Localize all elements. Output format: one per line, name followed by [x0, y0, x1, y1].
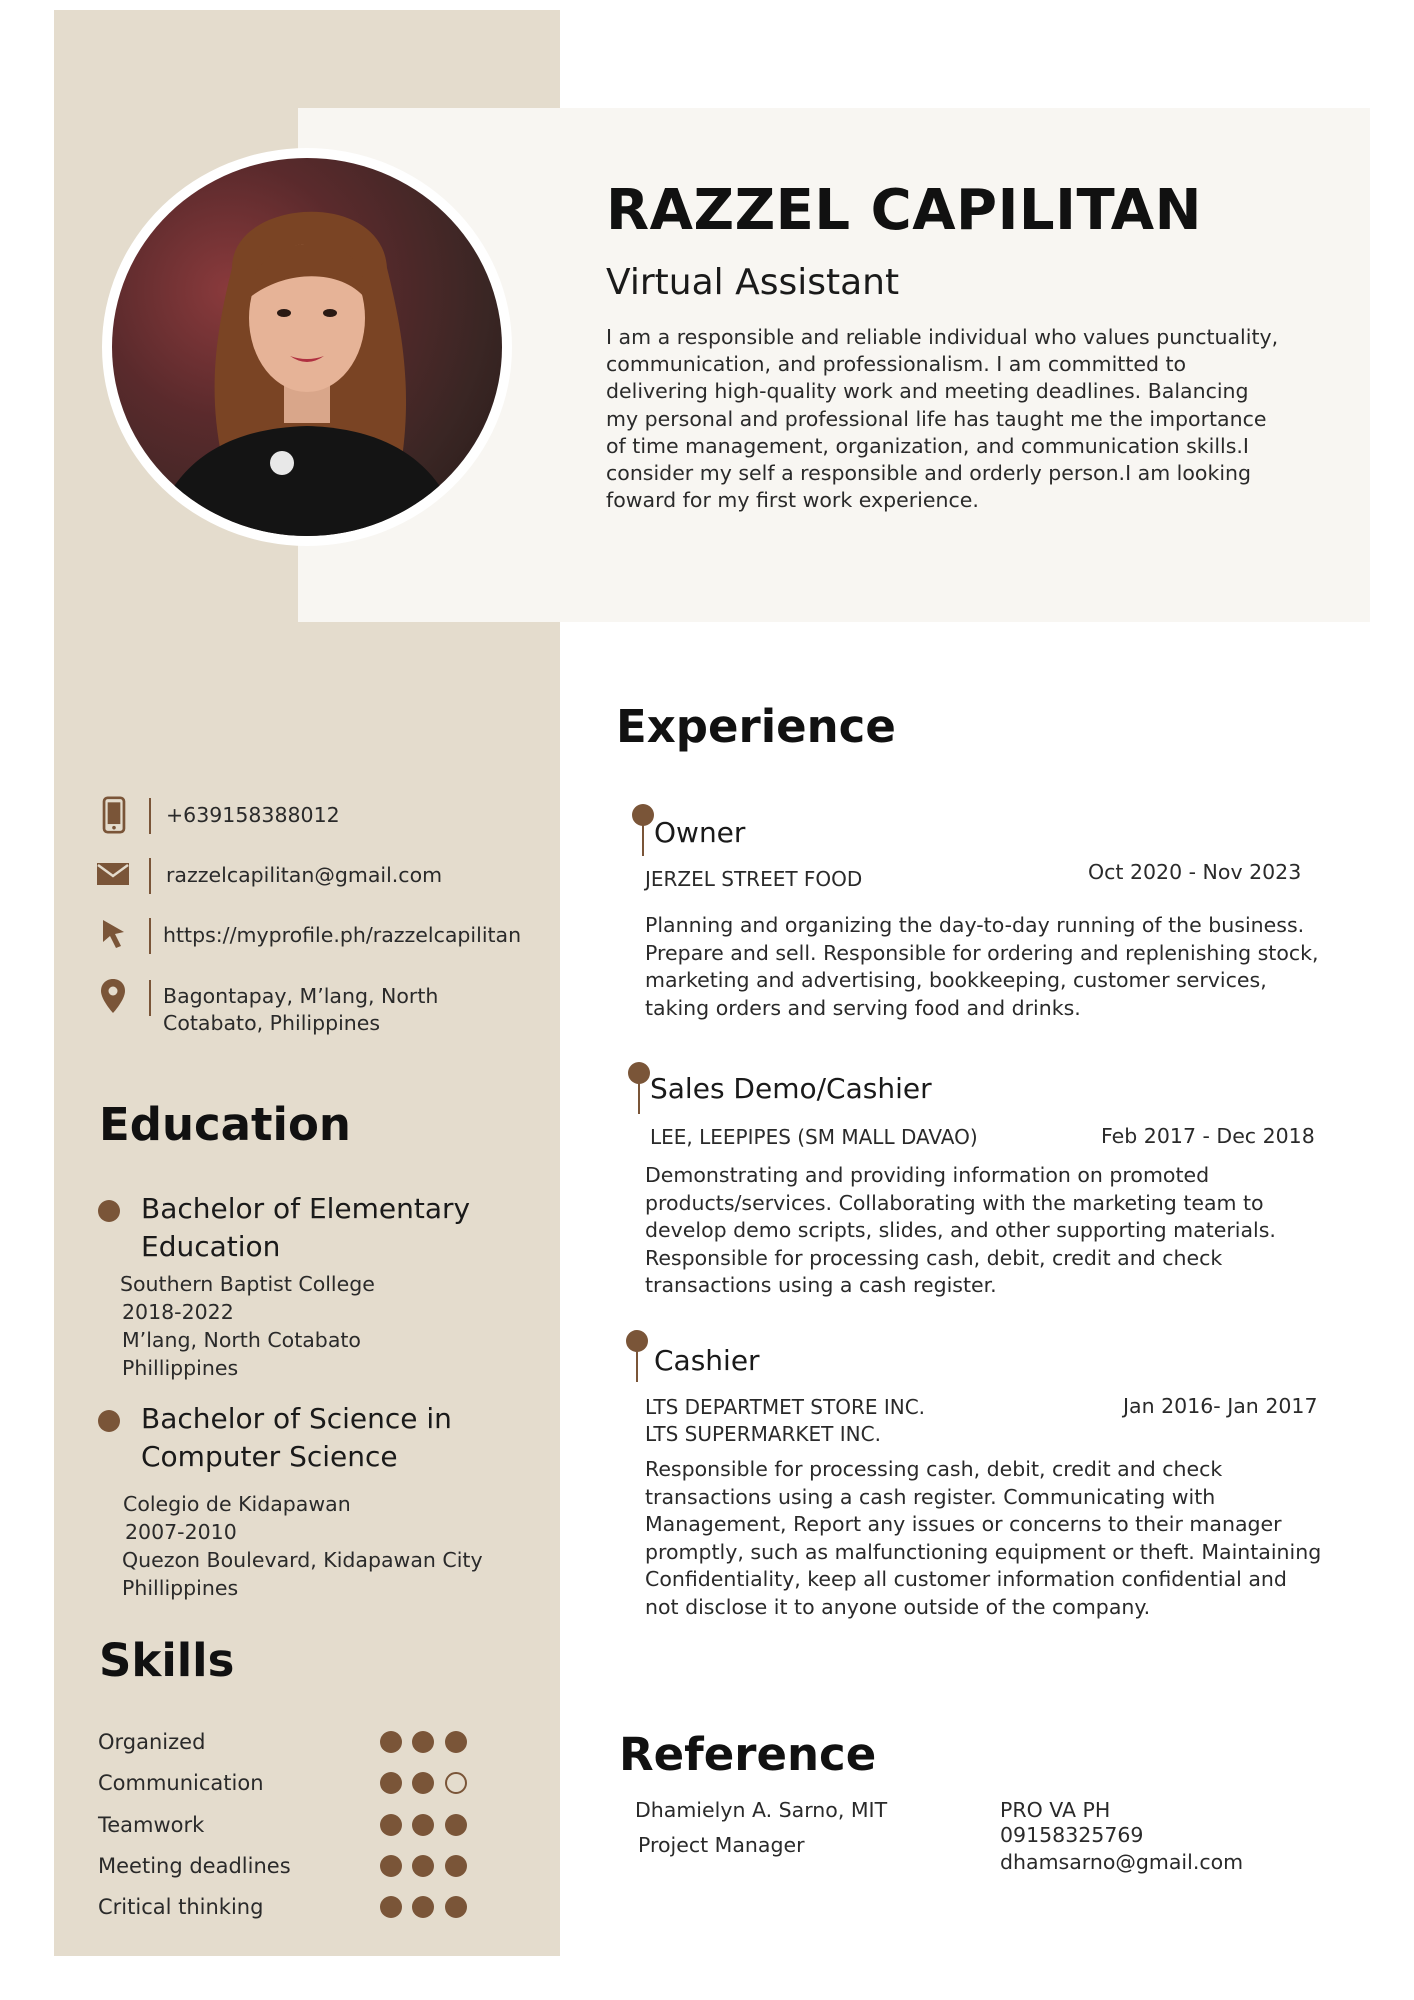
profile-summary: I am a responsible and reliable individual who values punctuality, communication, and professionalism. I am committed to delivering high-quality work and meeting deadlines. Balancing my personal and professional life has taught me the importance of time management, organization, and communication skills.I consider my self a responsible and orderly person.I am looking foward for my first work experience. [606, 325, 1279, 513]
job-role: Virtual Assistant [606, 262, 900, 303]
job-company: JERZEL STREET FOOD [645, 867, 863, 891]
job-description: Demonstrating and providing information on promoted products/services. Collaborating with the marketing team to develop demo scripts, slides, and other supporting materials. Responsible for processing cash, debit, credit and check transactions using a cash register. [645, 1163, 1276, 1298]
cursor-icon [100, 918, 128, 950]
bullet-dot [98, 1410, 120, 1432]
skill-name: Critical thinking [98, 1895, 264, 1919]
skill-name: Communication [98, 1771, 264, 1795]
experience-heading: Experience [616, 700, 896, 753]
profile-photo-illustration [112, 158, 502, 536]
job-company: LEE, LEEPIPES (SM MALL DAVAO) [650, 1125, 978, 1149]
job-company-line2: LTS SUPERMARKET INC. [645, 1422, 881, 1446]
skill-dot-filled [380, 1731, 402, 1753]
contact-email[interactable]: razzelcapilitan@gmail.com [166, 863, 443, 887]
edu-school: Southern Baptist College [120, 1272, 375, 1296]
mail-icon [96, 862, 130, 886]
job-title: Owner [654, 816, 746, 849]
reference-phone[interactable]: 09158325769 [1000, 1823, 1144, 1847]
job-description: Responsible for processing cash, debit, credit and check transactions using a cash register. Communicating with Management, Report any issues or concerns to their manager promptly, such as malfunctioning equipment or theft. Maintaining Confidentiality, keep all customer information confidential and not disclose it to anyone outside of the company. [645, 1457, 1322, 1619]
edu-years: 2007-2010 [125, 1520, 237, 1544]
job-company: LTS DEPARTMET STORE INC. [645, 1395, 926, 1419]
job-description: Planning and organizing the day-to-day running of the business. Prepare and sell. Responsible for ordering and replenishing stock, marketing and advertising, bookkeeping, customer services, taking orders and serving food and drinks. [645, 913, 1319, 1020]
skill-dot-filled [412, 1731, 434, 1753]
timeline-stem [638, 1080, 640, 1114]
skill-dot-filled [380, 1855, 402, 1877]
edu-degree-line2: Computer Science [141, 1440, 398, 1473]
edu-city: M’lang, North Cotabato [122, 1328, 361, 1352]
edu-degree-line1: Bachelor of Science in [141, 1402, 452, 1435]
skill-dot-filled [412, 1855, 434, 1877]
contact-divider [149, 858, 151, 894]
edu-degree-line1: Bachelor of Elementary [141, 1192, 471, 1225]
contact-address-line2: Cotabato, Philippines [163, 1011, 381, 1035]
edu-years: 2018-2022 [122, 1300, 234, 1324]
education-heading: Education [99, 1098, 351, 1151]
skill-name: Teamwork [98, 1813, 205, 1837]
phone-icon [98, 796, 130, 834]
edu-city: Quezon Boulevard, Kidapawan City [122, 1548, 483, 1572]
edu-degree-line2: Education [141, 1230, 281, 1263]
skill-name: Organized [98, 1730, 206, 1754]
job-dates: Oct 2020 - Nov 2023 [1088, 860, 1302, 884]
skill-dot-filled [380, 1772, 402, 1794]
reference-title: Project Manager [638, 1833, 805, 1857]
skill-dot-filled [412, 1772, 434, 1794]
skill-dot-filled [412, 1896, 434, 1918]
reference-name: Dhamielyn A. Sarno, MIT [635, 1798, 888, 1822]
job-title: Sales Demo/Cashier [650, 1072, 932, 1105]
profile-photo [112, 158, 502, 536]
skill-dot-filled [445, 1731, 467, 1753]
bullet-dot [98, 1200, 120, 1222]
skill-dot-filled [445, 1814, 467, 1836]
edu-country: Phillippines [122, 1356, 239, 1380]
job-dates: Feb 2017 - Dec 2018 [1101, 1124, 1315, 1148]
job-title: Cashier [654, 1344, 760, 1377]
edu-country: Phillippines [122, 1576, 239, 1600]
reference-email[interactable]: dhamsarno@gmail.com [1000, 1850, 1244, 1874]
reference-heading: Reference [619, 1728, 877, 1781]
location-pin-icon [100, 978, 126, 1014]
skill-dot-filled [380, 1814, 402, 1836]
job-dates: Jan 2016- Jan 2017 [1123, 1394, 1318, 1418]
skills-heading: Skills [99, 1634, 235, 1687]
skill-dot-empty [445, 1772, 467, 1794]
timeline-stem [636, 1348, 638, 1382]
contact-phone[interactable]: +639158388012 [166, 803, 340, 827]
skill-name: Meeting deadlines [98, 1854, 291, 1878]
skill-dot-filled [412, 1814, 434, 1836]
contact-address-line1: Bagontapay, M’lang, North [163, 984, 439, 1008]
reference-organization: PRO VA PH [1000, 1798, 1111, 1822]
skill-dot-filled [445, 1855, 467, 1877]
contact-website[interactable]: https://myprofile.ph/razzelcapilitan [163, 923, 522, 947]
contact-divider [149, 798, 151, 834]
skill-dot-filled [380, 1896, 402, 1918]
edu-school: Colegio de Kidapawan [123, 1492, 351, 1516]
skill-dot-filled [445, 1896, 467, 1918]
candidate-name: RAZZEL CAPILITAN [606, 178, 1202, 243]
contact-divider [149, 980, 151, 1016]
timeline-stem [642, 822, 644, 856]
contact-divider [149, 918, 151, 954]
